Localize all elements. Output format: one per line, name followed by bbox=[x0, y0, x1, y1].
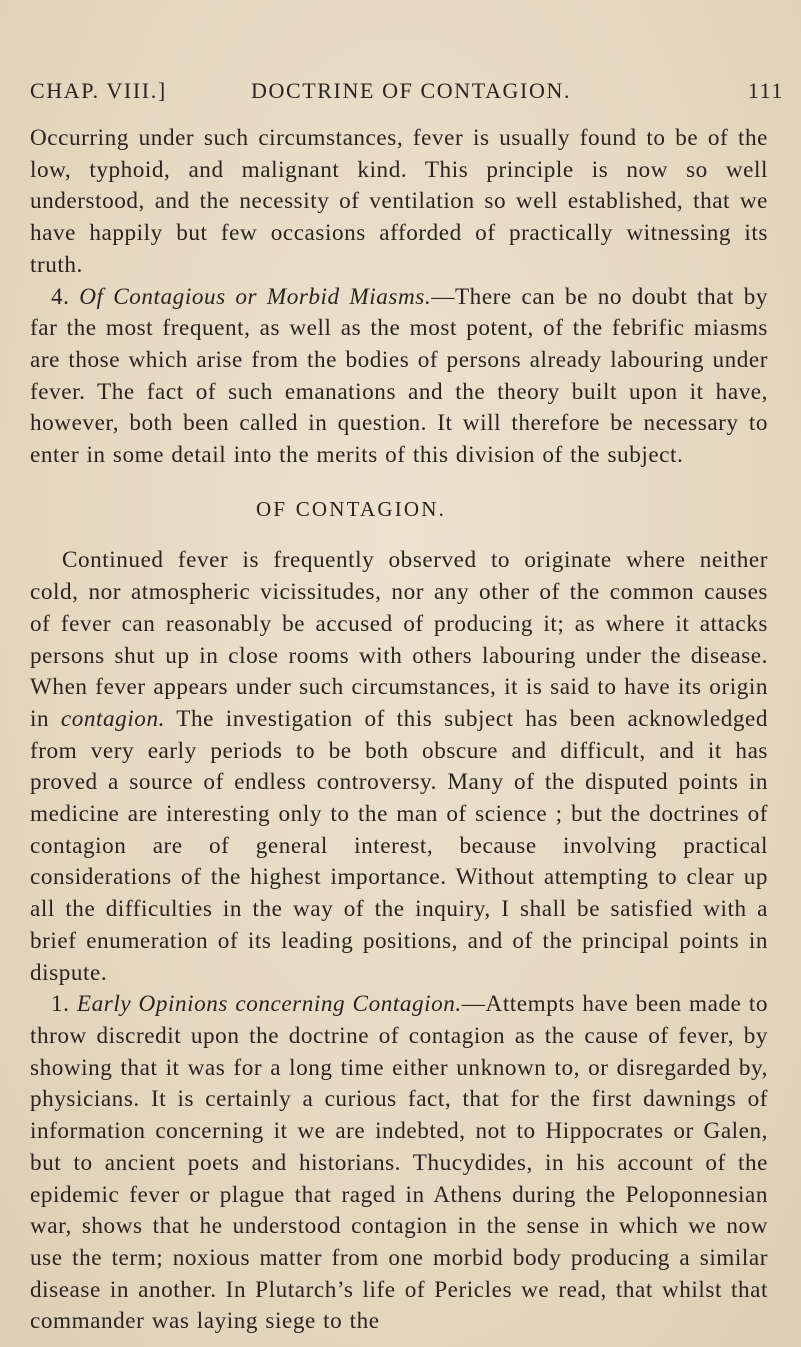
paragraph-text: —There can be no doubt that by far the most frequent, as well as the most potent, of the febrific miasms are those which arise from the bodies of persons already labouring under fever. The fact of such emanations and the theory built upon it have, however, both been called in question. It will therefore be necessary to enter in some detail into the merits of this division of the subject. bbox=[30, 283, 769, 469]
page-number: 111 bbox=[747, 78, 784, 103]
paragraph-miasms bbox=[30, 282, 768, 472]
running-title: DOCTRINE OF CONTAGION. bbox=[251, 78, 572, 103]
paragraph-contagion-intro bbox=[30, 545, 768, 989]
chapter-label: CHAP. VIII.] bbox=[30, 78, 167, 103]
paragraph-italic-heading: Of Contagious or Morbid Miasms. bbox=[79, 283, 432, 310]
paragraph-text: The investigation of this subject has been acknowledged from very early periods to be both obscure and difficult, and it has proved a source of endless controversy. Many of the disputed points in medicine are interesting only to the man of science ; but the doctrines of contagion are of general interest, because involving practical considerations of the highest importance. Without attempting to clear up all the difficulties in the way of the inquiry, I shall be satisfied with a brief enumeration of its leading positions, and of the principal points in dispute. bbox=[30, 705, 768, 986]
section-heading: OF CONTAGION. bbox=[256, 496, 447, 521]
running-head bbox=[30, 78, 784, 108]
paragraph-text: —Attempts have been made to throw discredit upon the doctrine of contagion as the cause of fever, by showing that it was for a long time either unknown to, or disregarded by, physicians. It is certainly a curious fact, that for the first dawnings of information concerning it we are indebted, not to Hippocrates or Galen, but to ancient poets and historians. Thucydides, in his account of the epidemic fever or plague that raged in Athens during the Peloponnesian war, shows that he understood contagion in the sense in which we now use the term; noxious matter from one morbid body producing a similar disease in another. In Plutarch’s life of Pericles we read, that whilst that commander was laying siege to the bbox=[30, 991, 768, 1335]
paragraph-text: Continued fever is frequently observed to originate where neither cold, nor atmospheric vicissitudes, nor any other of the common causes of fever can reasonably be accused of producing it; as where it attacks persons shut up in close rooms with others labouring under the disease. When fever appears under such circumstances, it is said to have its origin in bbox=[30, 547, 768, 732]
body-text bbox=[30, 123, 768, 1338]
paragraph-continuation bbox=[30, 123, 768, 282]
paragraph-italic-heading: Early Opinions concerning Contagion. bbox=[76, 991, 462, 1018]
paragraph-italic-term: contagion. bbox=[60, 705, 165, 732]
paragraph-number: 4. bbox=[51, 283, 70, 310]
paragraph-text: Occurring under such circumstances, fever is usually found to be of the low, typhoid, and malignant kind. This principle is now so well understood, and the necessity of ventilation so well established, that we have happily but few occasions afforded of practically witnessing its truth. bbox=[30, 125, 768, 278]
paragraph-early-opinions bbox=[30, 989, 768, 1338]
paragraph-number: 1. bbox=[51, 991, 70, 1018]
